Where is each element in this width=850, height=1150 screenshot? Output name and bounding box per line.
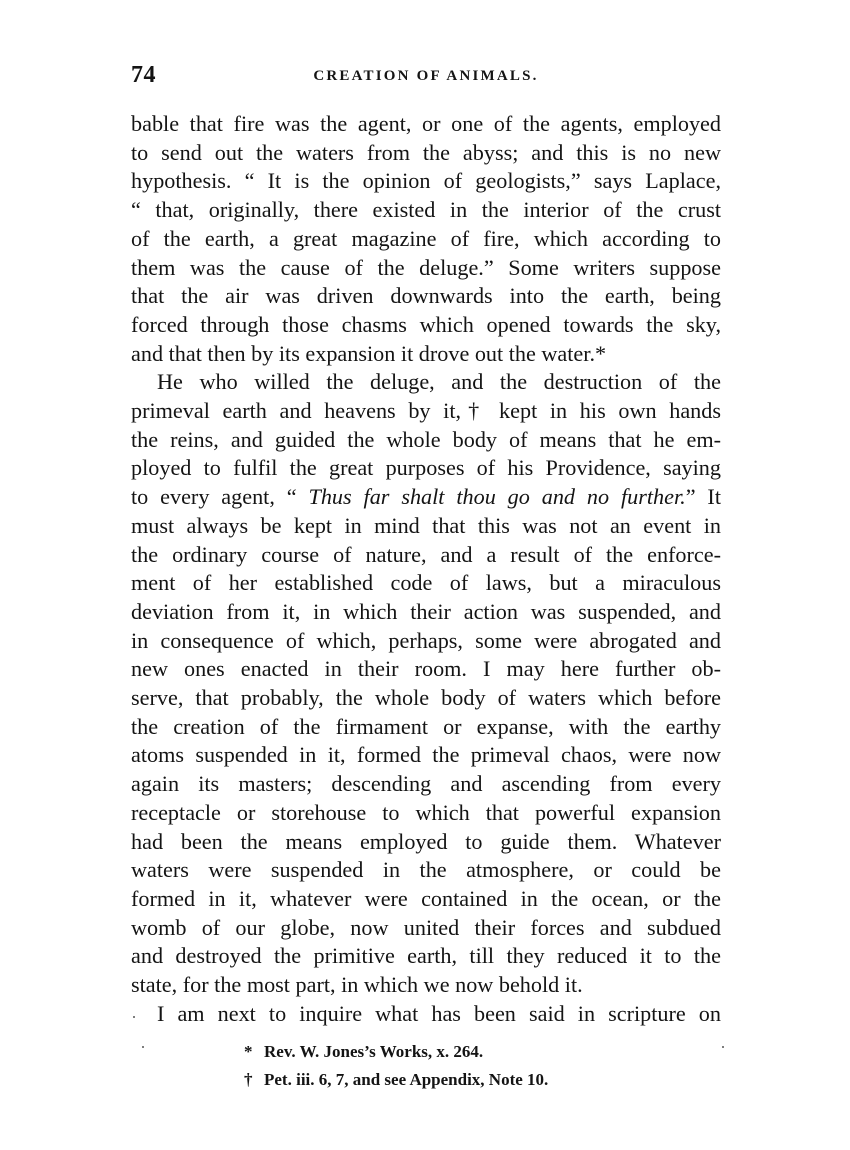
paragraph-3 <box>131 1000 721 1029</box>
footnote <box>244 1066 664 1094</box>
text-line: deviation from it, in which their action was suspended, and <box>131 598 721 624</box>
footnote-mark: † <box>244 1070 253 1089</box>
text-line: formed in it, whatever were contained in the ocean, or the <box>131 885 721 911</box>
text-line: had been the means employed to guide them. Whatever <box>131 828 721 854</box>
footnote-text: Rev. W. Jones’s Works, x. 264. <box>264 1042 484 1061</box>
text-line: waters were suspended in the atmosphere, or could be <box>131 857 721 883</box>
quote-lead: to every agent, “ <box>131 484 309 510</box>
text-line: and that then by its expansion it drove out the water.* <box>131 340 607 366</box>
text-line: state, for the most part, in which we now behold it. <box>131 972 583 998</box>
text-line: again its masters; descending and ascending from every <box>131 771 721 797</box>
running-title: CREATION OF ANIMALS. <box>313 68 539 84</box>
text-line: womb of our globe, now united their forces and subdued <box>131 914 721 940</box>
footnote-mark: * <box>244 1042 253 1061</box>
text-line: them was the cause of the deluge.” Some writers suppose <box>131 254 721 280</box>
page-header <box>131 62 721 94</box>
text-line: serve, that probably, the whole body of waters which before <box>131 685 721 711</box>
text-line: receptacle or storehouse to which that powerful expansion <box>131 799 721 825</box>
paragraph-1 <box>131 110 721 368</box>
text-line: new ones enacted in their room. I may here further ob- <box>131 656 721 682</box>
text-line: forced through those chasms which opened towards the sky, <box>131 311 721 337</box>
print-speck <box>142 1046 144 1048</box>
text-line: atoms suspended in it, formed the primeval chaos, were now <box>131 742 721 768</box>
text-line: ployed to fulfil the great purposes of his Providence, saying <box>131 455 721 481</box>
text-line: that the air was driven downwards into the earth, being <box>131 283 721 309</box>
text-line: ment of her established code of laws, but a miraculous <box>131 570 721 596</box>
footnote <box>244 1038 664 1066</box>
text-line: to send out the waters from the abyss; and this is no new <box>131 139 721 165</box>
text-line: I am next to inquire what has been said in scripture on <box>157 1000 721 1026</box>
text-line: “ that, originally, there existed in the interior of the crust <box>131 197 721 223</box>
footnote-text: Pet. iii. 6, 7, and see Appendix, Note 10. <box>264 1070 549 1089</box>
text-line: the creation of the firmament or expanse, with the earthy <box>131 713 721 739</box>
print-speck <box>133 1016 135 1018</box>
page-number: 74 <box>131 62 156 88</box>
text-line: must always be kept in mind that this was not an event in <box>131 512 721 538</box>
text-line: primeval earth and heavens by it,† kept in his own hands <box>131 398 721 424</box>
paragraph-2 <box>131 368 721 999</box>
text-line: of the earth, a great magazine of fire, which according to <box>131 225 721 251</box>
text-line: hypothesis. “ It is the opinion of geologists,” says Laplace, <box>131 168 721 194</box>
text-line: He who willed the deluge, and the destruction of the <box>157 369 721 395</box>
text-line: the ordinary course of nature, and a result of the enforce- <box>131 541 721 567</box>
text-line: the reins, and guided the whole body of means that he em- <box>131 426 721 452</box>
text-line-with-quote <box>131 483 721 512</box>
quote-tail: ” It <box>685 484 721 510</box>
print-speck <box>722 1046 724 1048</box>
text-line: and destroyed the primitive earth, till they reduced it to the <box>131 943 721 969</box>
footnotes <box>244 1038 664 1094</box>
body-text <box>131 110 721 1029</box>
text-line: in consequence of which, perhaps, some were abrogated and <box>131 627 721 653</box>
italic-quote: Thus far shalt thou go and no further. <box>308 484 686 510</box>
text-line: bable that fire was the agent, or one of the agents, employed <box>131 111 721 136</box>
